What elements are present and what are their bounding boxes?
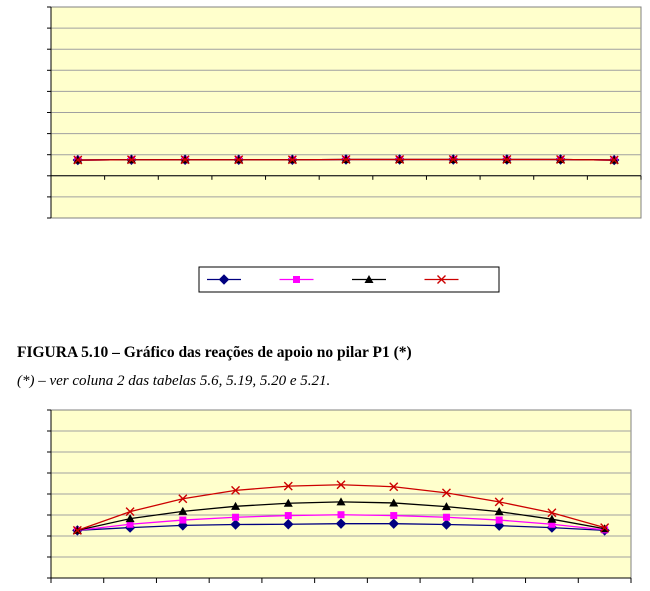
series-line xyxy=(77,502,604,531)
data-point xyxy=(495,507,504,515)
series-d=30 xyxy=(73,481,608,535)
series-line xyxy=(77,515,604,531)
data-point xyxy=(284,499,293,507)
data-point xyxy=(179,495,187,503)
series-line xyxy=(77,524,604,531)
data-point xyxy=(73,526,81,534)
data-point xyxy=(442,520,451,529)
data-point xyxy=(601,526,608,533)
data-point xyxy=(390,512,397,519)
data-point xyxy=(389,519,398,528)
data-point xyxy=(284,520,293,529)
plot-area xyxy=(51,410,631,578)
data-point xyxy=(495,498,503,506)
data-point xyxy=(232,514,239,521)
data-point xyxy=(73,526,82,534)
data-point xyxy=(232,486,240,494)
data-point xyxy=(179,517,186,524)
data-point xyxy=(547,523,556,532)
series-d=25 xyxy=(73,497,609,534)
data-point xyxy=(495,521,504,530)
data-point xyxy=(231,502,240,510)
data-point xyxy=(74,527,81,534)
series-d=15 xyxy=(73,519,609,535)
data-point xyxy=(548,521,555,528)
data-point xyxy=(337,481,345,489)
data-point xyxy=(548,509,556,517)
data-point xyxy=(178,521,187,530)
data-point xyxy=(442,502,451,510)
data-point xyxy=(547,515,556,523)
data-point xyxy=(600,526,609,535)
data-point xyxy=(390,483,398,491)
data-point xyxy=(600,524,609,532)
legend-marker xyxy=(293,276,300,283)
data-point xyxy=(443,514,450,521)
data-point xyxy=(126,514,135,522)
data-point xyxy=(601,524,609,532)
data-point xyxy=(285,512,292,519)
data-point xyxy=(127,521,134,528)
chart-p1-reactions-full xyxy=(0,0,650,295)
data-point xyxy=(231,520,240,529)
data-point xyxy=(496,517,503,524)
series-line xyxy=(77,485,604,531)
figure-caption: FIGURA 5.10 – Gráfico das reações de apoio no pilar P1 (*) xyxy=(17,344,412,361)
data-point xyxy=(442,489,450,497)
data-point xyxy=(126,523,135,532)
data-point xyxy=(178,507,187,515)
figure-note: (*) – ver coluna 2 das tabelas 5.6, 5.19, 5.20 e 5.21. xyxy=(17,373,331,389)
data-point xyxy=(337,519,346,528)
data-point xyxy=(73,526,82,535)
data-point xyxy=(284,482,292,490)
data-point xyxy=(337,497,346,505)
data-point xyxy=(338,511,345,518)
series-d=20 xyxy=(74,511,608,534)
data-point xyxy=(389,498,398,506)
data-point xyxy=(126,508,134,516)
